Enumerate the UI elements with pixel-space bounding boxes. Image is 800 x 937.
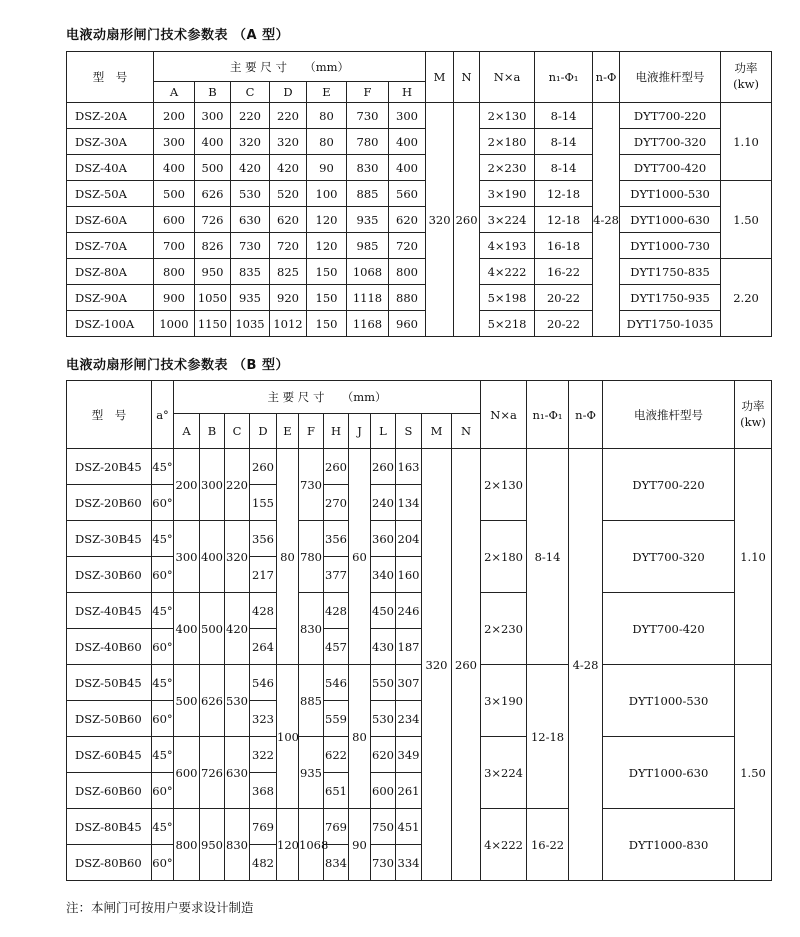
power-cell: 1.50: [721, 181, 772, 259]
table-row: [67, 285, 772, 311]
dim-cell-h: 769: [324, 809, 349, 845]
dim-cell-s: 187: [396, 629, 422, 665]
dim-cell-h: 457: [324, 629, 349, 665]
dim-cell-d: 356: [250, 521, 277, 557]
dim-cell-j: 60: [349, 449, 371, 665]
dim-cell-s: 234: [396, 701, 422, 737]
dim-cell-j: 80: [349, 665, 371, 809]
dim-cell-l: 530: [371, 701, 396, 737]
column-header: n-Φ: [593, 52, 620, 103]
table-row: [67, 449, 772, 485]
dim-cell-d: 155: [250, 485, 277, 521]
dim-cell-c: 530: [231, 181, 270, 207]
dim-cell-d: 217: [250, 557, 277, 593]
column-header: J: [349, 414, 371, 449]
model-cell: DSZ-40B45: [67, 593, 152, 629]
table-row: [67, 259, 772, 285]
column-header: D: [250, 414, 277, 449]
dim-cell-h: 546: [324, 665, 349, 701]
dim-cell-c: 420: [231, 155, 270, 181]
model-cell: DSZ-50B60: [67, 701, 152, 737]
dim-cell-c: 420: [225, 593, 250, 665]
dim-cell-l: 620: [371, 737, 396, 773]
dim-cell-j: 90: [349, 809, 371, 881]
column-header: F: [299, 414, 324, 449]
n-cell: 260: [454, 103, 480, 337]
pusher-cell: DYT700-320: [620, 129, 721, 155]
dim-cell-d: 720: [270, 233, 307, 259]
dim-cell-s: 160: [396, 557, 422, 593]
dim-cell-d: 920: [270, 285, 307, 311]
table-row: [67, 233, 772, 259]
table-row: [67, 52, 772, 82]
dim-cell-l: 750: [371, 809, 396, 845]
footnote: 注：本闸门可按用户要求设计制造: [66, 900, 254, 915]
dim-cell-h: 356: [324, 521, 349, 557]
dim-cell-l: 600: [371, 773, 396, 809]
nxa-cell: 2×130: [480, 103, 535, 129]
dim-cell-h: 651: [324, 773, 349, 809]
column-header: N×a: [480, 52, 535, 103]
pusher-cell: DYT700-420: [603, 593, 735, 665]
alpha-cell: 45°: [152, 593, 174, 629]
column-header: N: [452, 414, 481, 449]
dim-cell-a: 800: [174, 809, 200, 881]
dim-cell-a: 700: [154, 233, 195, 259]
dim-cell-b: 826: [195, 233, 231, 259]
table-b: [66, 380, 772, 881]
dim-cell-c: 320: [231, 129, 270, 155]
dim-cell-a: 400: [174, 593, 200, 665]
dim-cell-c: 730: [231, 233, 270, 259]
model-cell: DSZ-40A: [67, 155, 154, 181]
power-header: 功率 (kw): [721, 52, 772, 103]
dim-cell-b: 626: [200, 665, 225, 737]
dim-cell-l: 260: [371, 449, 396, 485]
dim-cell-f: 730: [347, 103, 389, 129]
dim-cell-l: 730: [371, 845, 396, 881]
table-row: [67, 593, 772, 629]
dim-cell-h: 377: [324, 557, 349, 593]
dim-cell-f: 935: [299, 737, 324, 809]
dim-cell-f: 780: [299, 521, 324, 593]
dim-cell-a: 500: [154, 181, 195, 207]
dim-cell-c: 1035: [231, 311, 270, 337]
nxa-cell: 4×222: [481, 809, 527, 881]
model-cell: DSZ-30A: [67, 129, 154, 155]
table-row: [67, 665, 772, 701]
power-cell: 2.20: [721, 259, 772, 337]
alpha-cell: 45°: [152, 449, 174, 485]
dim-cell-e: 150: [307, 259, 347, 285]
dim-cell-e: 150: [307, 285, 347, 311]
column-header: S: [396, 414, 422, 449]
dim-cell-l: 360: [371, 521, 396, 557]
model-cell: DSZ-70A: [67, 233, 154, 259]
alpha-cell: 45°: [152, 809, 174, 845]
model-cell: DSZ-60B45: [67, 737, 152, 773]
column-header: N×a: [481, 381, 527, 449]
dim-cell-d: 520: [270, 181, 307, 207]
model-cell: DSZ-80A: [67, 259, 154, 285]
nxa-cell: 5×198: [480, 285, 535, 311]
dim-cell-e: 100: [307, 181, 347, 207]
model-cell: DSZ-60B60: [67, 773, 152, 809]
dim-cell-c: 320: [225, 521, 250, 593]
dim-cell-l: 430: [371, 629, 396, 665]
m-cell: 320: [422, 449, 452, 881]
pusher-cell: DYT1750-835: [620, 259, 721, 285]
table-b-title: 电液动扇形闸门技术参数表 （B 型）: [66, 358, 289, 373]
model-cell: DSZ-80B60: [67, 845, 152, 881]
dim-cell-a: 800: [154, 259, 195, 285]
n1-phi1-cell: 12-18: [527, 665, 569, 809]
n-phi-cell: 4-28: [569, 449, 603, 881]
column-header: H: [389, 82, 426, 103]
nxa-cell: 2×230: [481, 593, 527, 665]
dim-cell-b: 500: [200, 593, 225, 665]
column-header: E: [277, 414, 299, 449]
column-header: M: [426, 52, 454, 103]
table-row: [67, 737, 772, 773]
column-header: B: [200, 414, 225, 449]
nxa-cell: 2×230: [480, 155, 535, 181]
column-header: n₁-Φ₁: [527, 381, 569, 449]
table-row: [67, 155, 772, 181]
pusher-cell: DYT700-320: [603, 521, 735, 593]
dim-cell-h: 620: [389, 207, 426, 233]
column-header: L: [371, 414, 396, 449]
model-cell: DSZ-60A: [67, 207, 154, 233]
dim-cell-h: 400: [389, 129, 426, 155]
model-cell: DSZ-40B60: [67, 629, 152, 665]
alpha-cell: 45°: [152, 737, 174, 773]
pusher-cell: DYT1000-630: [620, 207, 721, 233]
n1-phi1-cell: 16-18: [535, 233, 593, 259]
dim-cell-c: 935: [231, 285, 270, 311]
alpha-cell: 45°: [152, 665, 174, 701]
dimensions-header: 主 要 尺 寸 （mm）: [174, 381, 481, 414]
dim-cell-f: 885: [299, 665, 324, 737]
dim-cell-b: 1050: [195, 285, 231, 311]
dim-cell-e: 120: [307, 207, 347, 233]
nxa-cell: 2×130: [481, 449, 527, 521]
dim-cell-a: 400: [154, 155, 195, 181]
table-row: [67, 129, 772, 155]
alpha-cell: 60°: [152, 701, 174, 737]
dim-cell-c: 530: [225, 665, 250, 737]
pusher-header: 电液推杆型号: [620, 52, 721, 103]
dim-cell-e: 100: [277, 665, 299, 809]
dim-cell-f: 780: [347, 129, 389, 155]
dim-cell-f: 1068: [299, 809, 324, 881]
dim-cell-e: 150: [307, 311, 347, 337]
model-cell: DSZ-30B60: [67, 557, 152, 593]
nxa-cell: 3×224: [480, 207, 535, 233]
dim-cell-c: 835: [231, 259, 270, 285]
dim-cell-d: 1012: [270, 311, 307, 337]
nxa-cell: 5×218: [480, 311, 535, 337]
dim-cell-h: 720: [389, 233, 426, 259]
dim-cell-a: 1000: [154, 311, 195, 337]
dim-cell-d: 220: [270, 103, 307, 129]
model-cell: DSZ-80B45: [67, 809, 152, 845]
dim-cell-s: 204: [396, 521, 422, 557]
n-phi-cell: 4-28: [593, 103, 620, 337]
n1-phi1-cell: 16-22: [535, 259, 593, 285]
dim-cell-a: 900: [154, 285, 195, 311]
dim-cell-d: 769: [250, 809, 277, 845]
dim-cell-e: 80: [307, 129, 347, 155]
dim-cell-s: 261: [396, 773, 422, 809]
column-header: n-Φ: [569, 381, 603, 449]
table-row: [67, 809, 772, 845]
dim-cell-l: 450: [371, 593, 396, 629]
dim-cell-a: 600: [154, 207, 195, 233]
dim-cell-d: 260: [250, 449, 277, 485]
dim-cell-f: 885: [347, 181, 389, 207]
pusher-cell: DYT1000-730: [620, 233, 721, 259]
n1-phi1-cell: 12-18: [535, 181, 593, 207]
dim-cell-h: 834: [324, 845, 349, 881]
pusher-cell: DYT1000-530: [620, 181, 721, 207]
pusher-cell: DYT1750-1035: [620, 311, 721, 337]
dim-cell-l: 550: [371, 665, 396, 701]
n1-phi1-cell: 8-14: [535, 155, 593, 181]
dim-cell-s: 307: [396, 665, 422, 701]
power-cell: 1.10: [721, 103, 772, 181]
table-a-title: 电液动扇形闸门技术参数表 （A 型）: [66, 28, 290, 43]
dim-cell-e: 90: [307, 155, 347, 181]
dimensions-header: 主 要 尺 寸 （mm）: [154, 52, 426, 82]
dim-cell-d: 620: [270, 207, 307, 233]
column-header: B: [195, 82, 231, 103]
column-header: n₁-Φ₁: [535, 52, 593, 103]
dim-cell-d: 825: [270, 259, 307, 285]
alpha-header: a°: [152, 381, 174, 449]
column-header: H: [324, 414, 349, 449]
nxa-cell: 3×190: [480, 181, 535, 207]
pusher-cell: DYT1750-935: [620, 285, 721, 311]
dim-cell-s: 334: [396, 845, 422, 881]
dim-cell-a: 200: [154, 103, 195, 129]
dim-cell-d: 546: [250, 665, 277, 701]
dim-cell-l: 240: [371, 485, 396, 521]
nxa-cell: 4×222: [480, 259, 535, 285]
n-cell: 260: [452, 449, 481, 881]
nxa-cell: 4×193: [480, 233, 535, 259]
table-row: [67, 207, 772, 233]
dim-cell-h: 800: [389, 259, 426, 285]
dim-cell-e: 120: [277, 809, 299, 881]
n1-phi1-cell: 12-18: [535, 207, 593, 233]
n1-phi1-cell: 20-22: [535, 285, 593, 311]
dim-cell-a: 500: [174, 665, 200, 737]
pusher-cell: DYT700-220: [603, 449, 735, 521]
dim-cell-b: 300: [200, 449, 225, 521]
dim-cell-h: 960: [389, 311, 426, 337]
dim-cell-b: 1150: [195, 311, 231, 337]
dim-cell-a: 200: [174, 449, 200, 521]
m-cell: 320: [426, 103, 454, 337]
model-cell: DSZ-20B45: [67, 449, 152, 485]
dim-cell-c: 220: [225, 449, 250, 521]
dim-cell-h: 260: [324, 449, 349, 485]
dim-cell-s: 349: [396, 737, 422, 773]
dim-cell-b: 300: [195, 103, 231, 129]
pusher-cell: DYT700-220: [620, 103, 721, 129]
table-row: [67, 181, 772, 207]
pusher-cell: DYT700-420: [620, 155, 721, 181]
dim-cell-d: 420: [270, 155, 307, 181]
dim-cell-e: 120: [307, 233, 347, 259]
n1-phi1-cell: 8-14: [527, 449, 569, 665]
dim-cell-s: 451: [396, 809, 422, 845]
dim-cell-f: 730: [299, 449, 324, 521]
model-cell: DSZ-50A: [67, 181, 154, 207]
alpha-cell: 60°: [152, 845, 174, 881]
dim-cell-b: 400: [200, 521, 225, 593]
dim-cell-d: 482: [250, 845, 277, 881]
dim-cell-h: 300: [389, 103, 426, 129]
dim-cell-h: 270: [324, 485, 349, 521]
alpha-cell: 60°: [152, 485, 174, 521]
dim-cell-d: 322: [250, 737, 277, 773]
dim-cell-f: 1168: [347, 311, 389, 337]
nxa-cell: 3×224: [481, 737, 527, 809]
dim-cell-s: 246: [396, 593, 422, 629]
pusher-cell: DYT1000-630: [603, 737, 735, 809]
dim-cell-h: 400: [389, 155, 426, 181]
dim-cell-c: 220: [231, 103, 270, 129]
dim-cell-h: 559: [324, 701, 349, 737]
dim-cell-s: 134: [396, 485, 422, 521]
dim-cell-b: 950: [195, 259, 231, 285]
column-header: F: [347, 82, 389, 103]
nxa-cell: 2×180: [480, 129, 535, 155]
dim-cell-c: 630: [231, 207, 270, 233]
dim-cell-f: 1068: [347, 259, 389, 285]
dim-cell-b: 400: [195, 129, 231, 155]
dim-cell-a: 300: [174, 521, 200, 593]
dim-cell-a: 600: [174, 737, 200, 809]
model-cell: DSZ-20A: [67, 103, 154, 129]
alpha-cell: 45°: [152, 521, 174, 557]
dim-cell-f: 830: [347, 155, 389, 181]
pusher-cell: DYT1000-530: [603, 665, 735, 737]
dim-cell-f: 985: [347, 233, 389, 259]
dim-cell-c: 830: [225, 809, 250, 881]
power-header: 功率 (kw): [735, 381, 772, 449]
table-a: [66, 51, 772, 337]
model-header: 型 号: [67, 52, 154, 103]
model-cell: DSZ-30B45: [67, 521, 152, 557]
model-header: 型 号: [67, 381, 152, 449]
dim-cell-d: 264: [250, 629, 277, 665]
dim-cell-e: 80: [277, 449, 299, 665]
column-header: N: [454, 52, 480, 103]
dim-cell-d: 323: [250, 701, 277, 737]
dim-cell-b: 950: [200, 809, 225, 881]
column-header: A: [154, 82, 195, 103]
n1-phi1-cell: 8-14: [535, 129, 593, 155]
dim-cell-b: 500: [195, 155, 231, 181]
table-row: [67, 521, 772, 557]
dim-cell-b: 626: [195, 181, 231, 207]
dim-cell-c: 630: [225, 737, 250, 809]
dim-cell-h: 560: [389, 181, 426, 207]
pusher-header: 电液推杆型号: [603, 381, 735, 449]
column-header: M: [422, 414, 452, 449]
alpha-cell: 60°: [152, 557, 174, 593]
nxa-cell: 3×190: [481, 665, 527, 737]
table-row: [67, 103, 772, 129]
pusher-cell: DYT1000-830: [603, 809, 735, 881]
alpha-cell: 60°: [152, 629, 174, 665]
nxa-cell: 2×180: [481, 521, 527, 593]
column-header: D: [270, 82, 307, 103]
column-header: C: [231, 82, 270, 103]
dim-cell-l: 340: [371, 557, 396, 593]
model-cell: DSZ-90A: [67, 285, 154, 311]
model-cell: DSZ-20B60: [67, 485, 152, 521]
dim-cell-h: 622: [324, 737, 349, 773]
column-header: A: [174, 414, 200, 449]
dim-cell-h: 880: [389, 285, 426, 311]
power-cell: 1.10: [735, 449, 772, 665]
dim-cell-a: 300: [154, 129, 195, 155]
power-cell: 1.50: [735, 665, 772, 881]
dim-cell-f: 1118: [347, 285, 389, 311]
dim-cell-h: 428: [324, 593, 349, 629]
dim-cell-b: 726: [195, 207, 231, 233]
table-row: [67, 381, 772, 414]
dim-cell-s: 163: [396, 449, 422, 485]
alpha-cell: 60°: [152, 773, 174, 809]
table-row: [67, 311, 772, 337]
n1-phi1-cell: 16-22: [527, 809, 569, 881]
dim-cell-d: 368: [250, 773, 277, 809]
dim-cell-d: 428: [250, 593, 277, 629]
model-cell: DSZ-100A: [67, 311, 154, 337]
dim-cell-d: 320: [270, 129, 307, 155]
column-header: E: [307, 82, 347, 103]
model-cell: DSZ-50B45: [67, 665, 152, 701]
dim-cell-f: 830: [299, 593, 324, 665]
dim-cell-e: 80: [307, 103, 347, 129]
column-header: C: [225, 414, 250, 449]
dim-cell-b: 726: [200, 737, 225, 809]
dim-cell-f: 935: [347, 207, 389, 233]
n1-phi1-cell: 20-22: [535, 311, 593, 337]
n1-phi1-cell: 8-14: [535, 103, 593, 129]
